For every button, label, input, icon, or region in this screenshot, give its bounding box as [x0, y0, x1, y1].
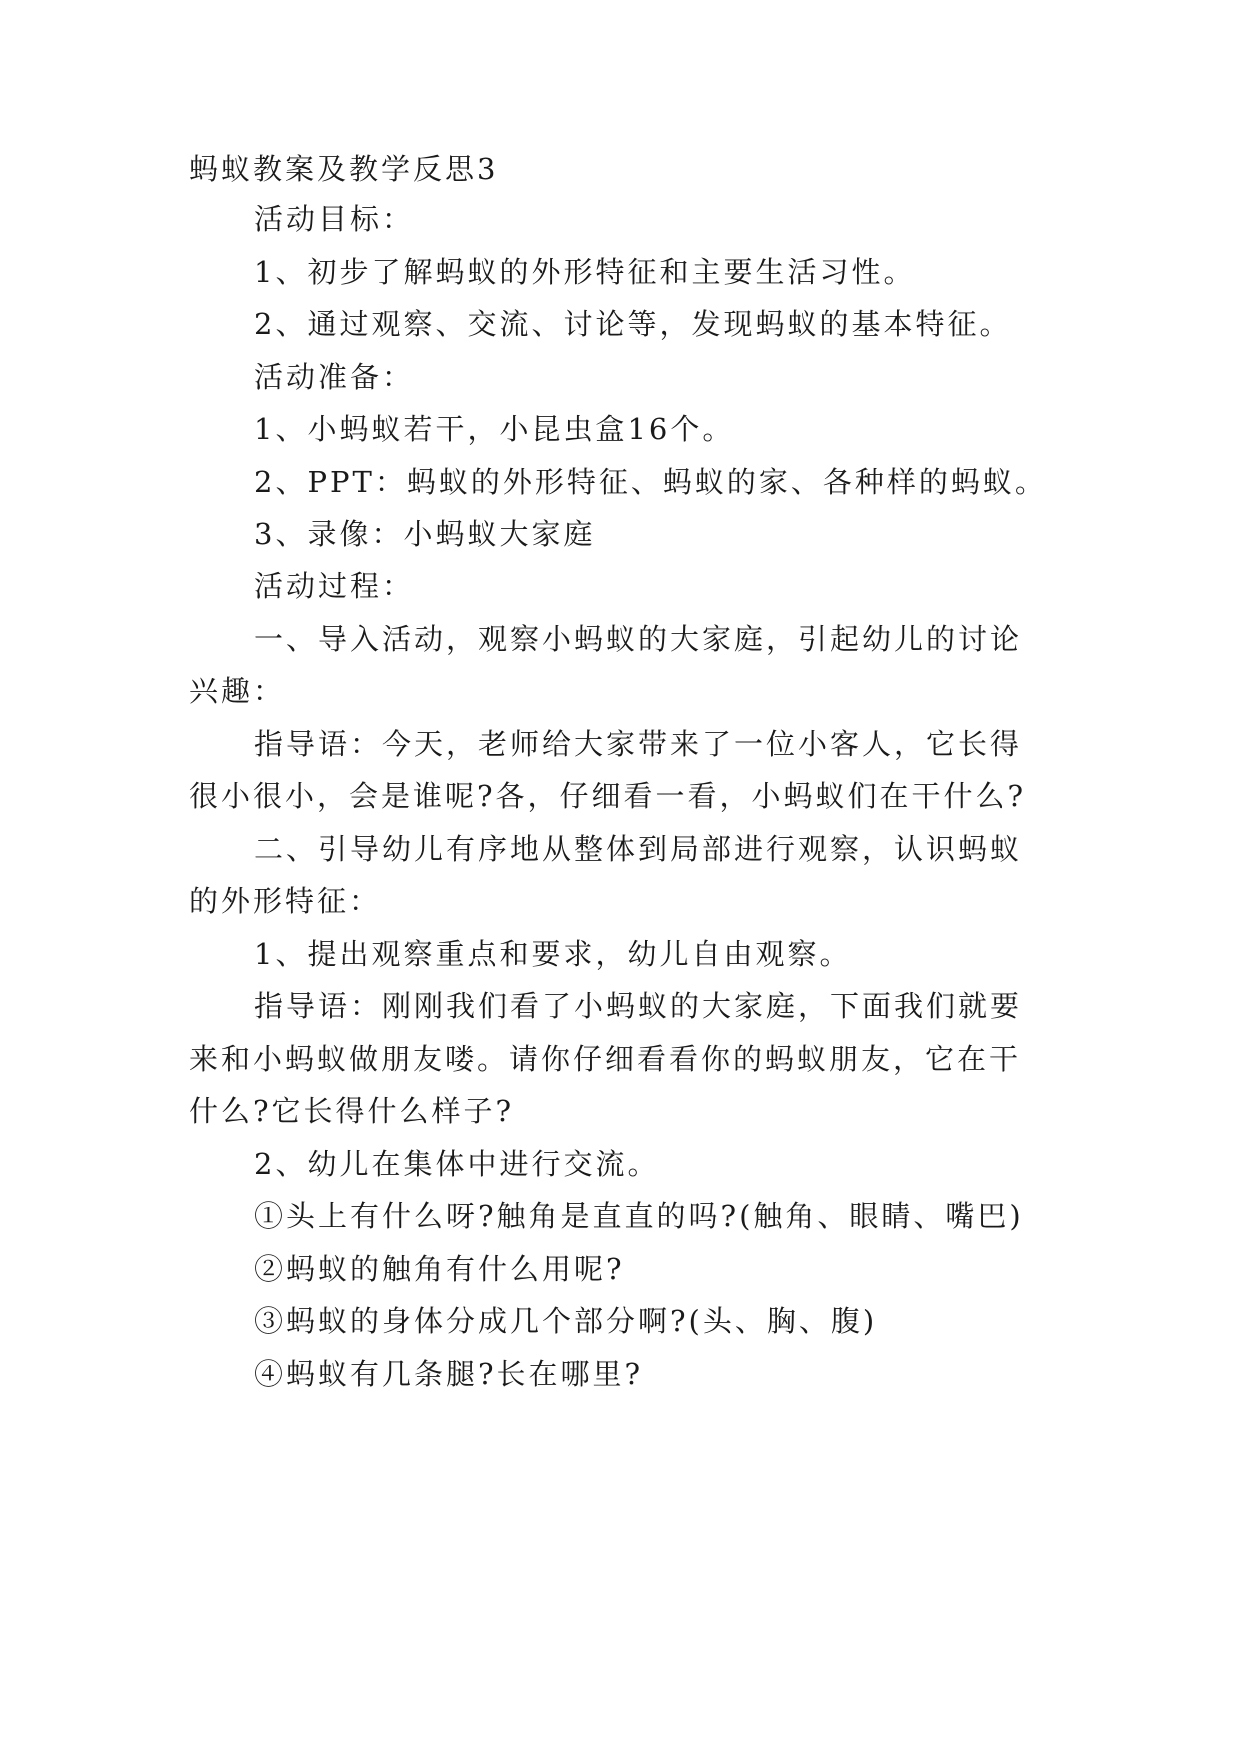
paragraph-line: 3、录像：小蚂蚁大家庭 [254, 517, 596, 551]
paragraph-line: 来和小蚂蚁做朋友喽。请你仔细看看你的蚂蚁朋友，它在干 [189, 1042, 1022, 1076]
paragraph-line: 二、引导幼儿有序地从整体到局部进行观察，认识蚂蚁 [254, 832, 1023, 866]
paragraph-line: 什么?它长得什么样子? [189, 1094, 515, 1128]
paragraph-line: ③蚂蚁的身体分成几个部分啊?(头、胸、腹) [254, 1304, 878, 1338]
paragraph-line: 兴趣： [189, 674, 286, 708]
paragraph-line: 2、通过观察、交流、讨论等，发现蚂蚁的基本特征。 [254, 307, 1012, 341]
paragraph-line: ①头上有什么呀?触角是直直的吗?(触角、眼睛、嘴巴) [254, 1199, 1024, 1233]
paragraph-line: 指导语：今天，老师给大家带来了一位小客人，它长得 [254, 727, 1023, 761]
paragraph-line: 活动目标： [254, 202, 415, 236]
paragraph-line: 1、小蚂蚁若干，小昆虫盒16个。 [254, 412, 735, 446]
paragraph-line: 的外形特征： [189, 884, 382, 918]
paragraph-line: 指导语：刚刚我们看了小蚂蚁的大家庭，下面我们就要 [254, 989, 1023, 1023]
document-title: 蚂蚁教案及教学反思3 [189, 152, 499, 186]
paragraph-line: ④蚂蚁有几条腿?长在哪里? [254, 1357, 644, 1391]
paragraph-line: 2、PPT：蚂蚁的外形特征、蚂蚁的家、各种样的蚂蚁。 [254, 465, 1047, 499]
paragraph-line: 一、导入活动，观察小蚂蚁的大家庭，引起幼儿的讨论 [254, 622, 1023, 656]
paragraph-line: 活动准备： [254, 360, 415, 394]
paragraph-line: 2、幼儿在集体中进行交流。 [254, 1147, 660, 1181]
paragraph-line: 活动过程： [254, 569, 415, 603]
paragraph-line: ②蚂蚁的触角有什么用呢? [254, 1252, 625, 1286]
paragraph-line: 1、提出观察重点和要求，幼儿自由观察。 [254, 937, 852, 971]
paragraph-line: 1、初步了解蚂蚁的外形特征和主要生活习性。 [254, 255, 916, 289]
paragraph-line: 很小很小，会是谁呢?各，仔细看一看，小蚂蚁们在干什么? [189, 779, 1027, 813]
